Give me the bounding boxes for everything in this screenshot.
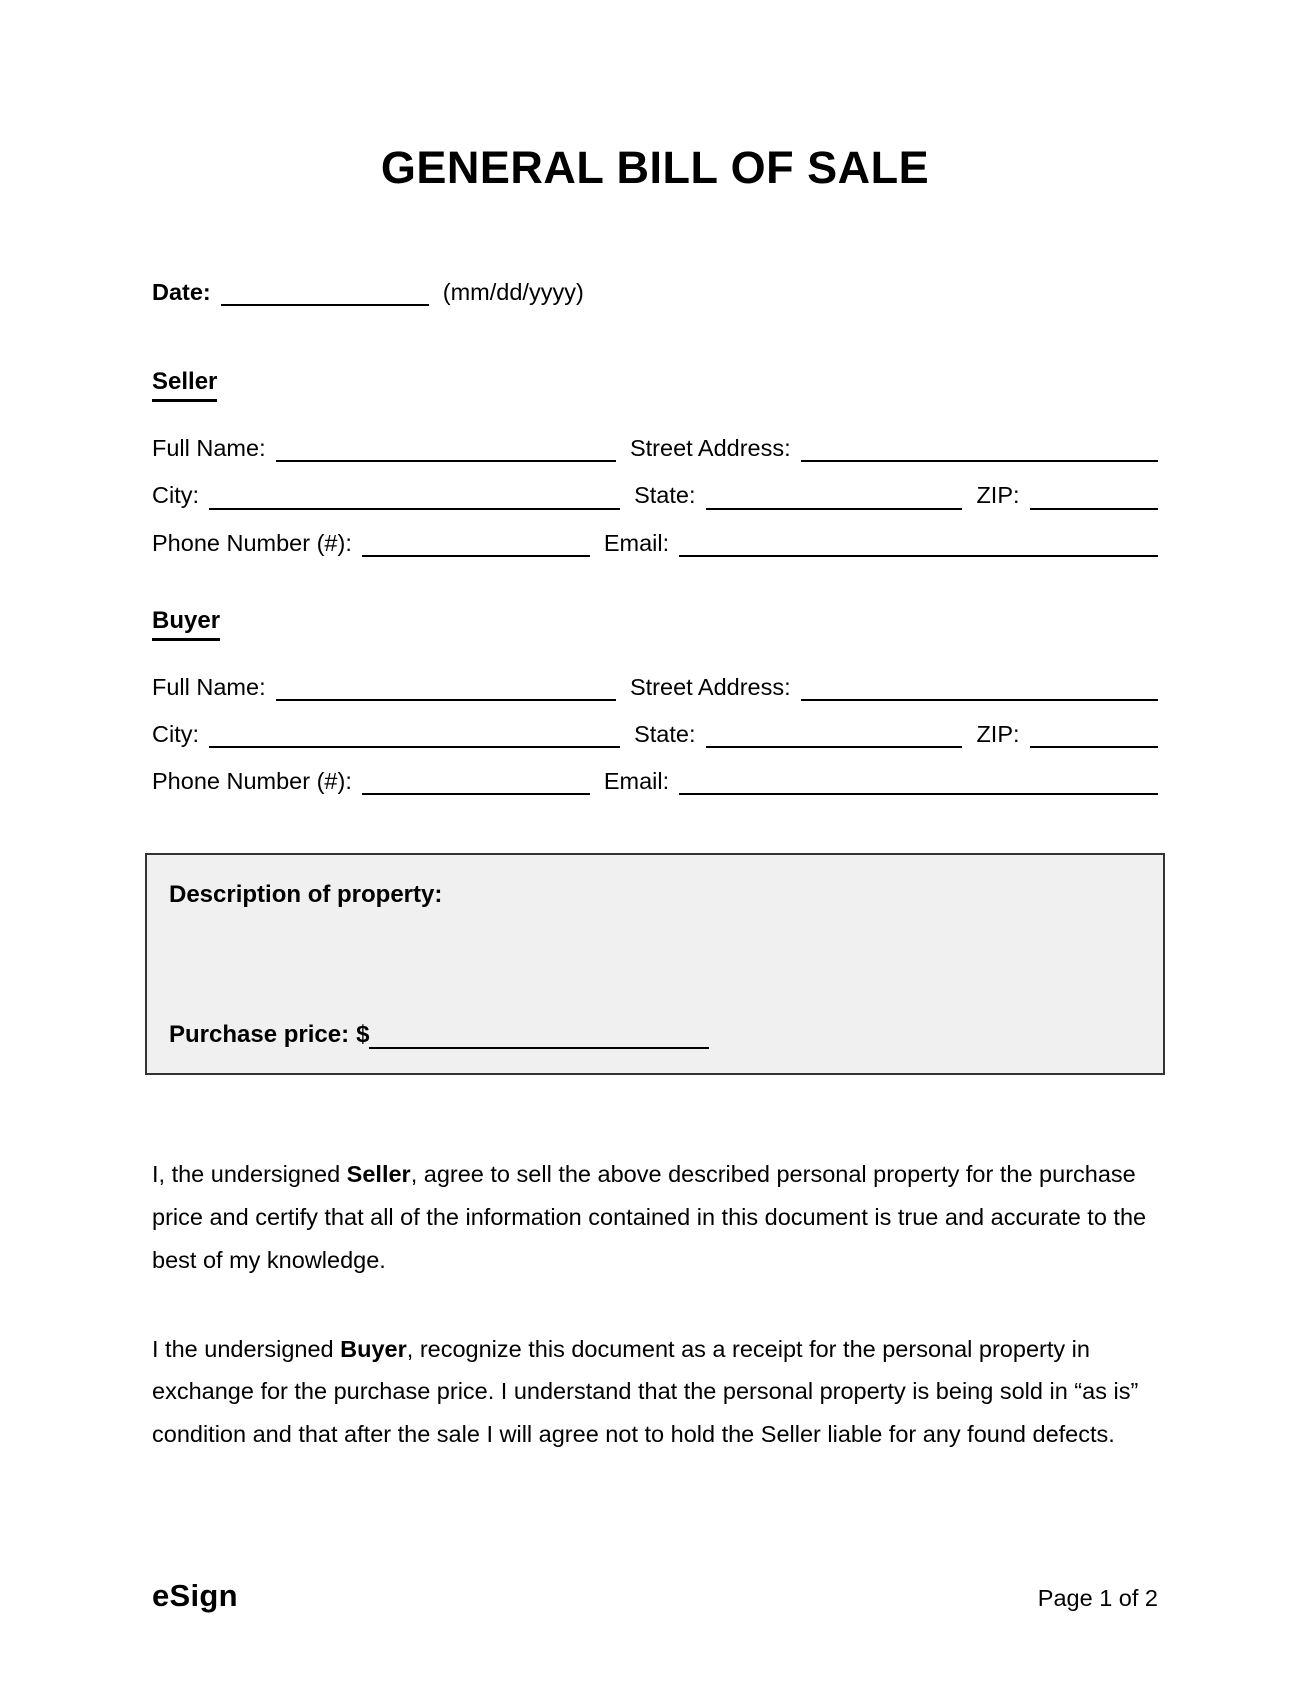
currency-symbol: $: [356, 1021, 370, 1049]
date-format-hint: (mm/dd/yyyy): [442, 279, 584, 305]
buyer-street-address-label: Street Address:: [629, 673, 791, 700]
seller-phone-line: [362, 531, 590, 557]
seller-street-address-label: Street Address:: [629, 435, 791, 462]
buyer-state-line: [706, 722, 963, 748]
buyer-section-heading: [152, 607, 1158, 641]
page-footer: [152, 1578, 1158, 1614]
buyer-city-label: City:: [152, 720, 199, 747]
seller-fields: [152, 434, 1158, 557]
date-blank-line: [221, 280, 429, 306]
seller-section-heading: [152, 368, 1158, 402]
buyer-state-label: State:: [634, 720, 696, 747]
seller-full-name-label: Full Name:: [152, 435, 266, 462]
buyer-phone-label: Phone Number (#):: [152, 768, 352, 795]
seller-city-state-zip-row: [152, 481, 1158, 509]
seller-clause-post: , agree to sell the above described personal property for the purchase price and certify that all of the information contained in this document is true and accurate to the best of my knowledge.: [152, 1161, 1147, 1273]
buyer-clause-pre: I the undersigned: [152, 1335, 341, 1362]
seller-email-line: [679, 531, 1158, 557]
buyer-phone-line: [362, 769, 590, 795]
seller-state-line: [706, 484, 963, 510]
buyer-fields: [152, 673, 1158, 796]
page-number: Page 1 of 2: [1037, 1585, 1158, 1611]
date-row: [152, 278, 1158, 306]
buyer-city-line: [209, 722, 620, 748]
seller-street-address-line: [801, 436, 1158, 462]
seller-clause-pre: I, the undersigned: [152, 1161, 347, 1188]
page-title: GENERAL BILL OF SALE: [380, 142, 930, 193]
seller-zip-label: ZIP:: [976, 482, 1020, 509]
buyer-clause-bold: Buyer: [340, 1335, 407, 1362]
seller-agreement-paragraph: [152, 1153, 1158, 1281]
purchase-price-row: [169, 1021, 1141, 1049]
seller-zip-line: [1030, 484, 1158, 510]
seller-phone-email-row: [152, 529, 1158, 557]
buyer-heading-text: Buyer: [152, 607, 220, 641]
seller-email-label: Email:: [603, 529, 670, 556]
seller-heading-text: Seller: [152, 368, 217, 402]
buyer-email-label: Email:: [603, 768, 670, 795]
seller-city-label: City:: [152, 482, 199, 509]
purchase-price-label: Purchase price:: [169, 1021, 350, 1049]
buyer-email-line: [679, 769, 1158, 795]
buyer-name-address-row: [152, 673, 1158, 701]
seller-full-name-line: [276, 436, 616, 462]
buyer-street-address-line: [801, 675, 1158, 701]
buyer-zip-line: [1030, 722, 1158, 748]
seller-clause-bold: Seller: [346, 1161, 411, 1188]
description-of-property-label: Description of property:: [169, 881, 443, 909]
buyer-phone-email-row: [152, 767, 1158, 795]
buyer-agreement-paragraph: [152, 1328, 1158, 1456]
buyer-zip-label: ZIP:: [976, 720, 1020, 747]
date-label: Date:: [152, 279, 211, 305]
buyer-clause-post: , recognize this document as a receipt for the personal property in exchange for the purchase price. I understand that the personal property is being sold in “as is” condition and that after the sale I will agree not to hold the Seller liable for any found defects.: [152, 1335, 1139, 1448]
purchase-price-line: [369, 1023, 709, 1049]
seller-name-address-row: [152, 434, 1158, 462]
buyer-full-name-label: Full Name:: [152, 673, 266, 700]
buyer-city-state-zip-row: [152, 720, 1158, 748]
seller-phone-label: Phone Number (#):: [152, 529, 352, 556]
seller-city-line: [209, 484, 620, 510]
seller-state-label: State:: [634, 482, 696, 509]
property-description-box: [145, 853, 1165, 1075]
esign-logo: eSign: [152, 1578, 238, 1613]
buyer-full-name-line: [276, 675, 616, 701]
